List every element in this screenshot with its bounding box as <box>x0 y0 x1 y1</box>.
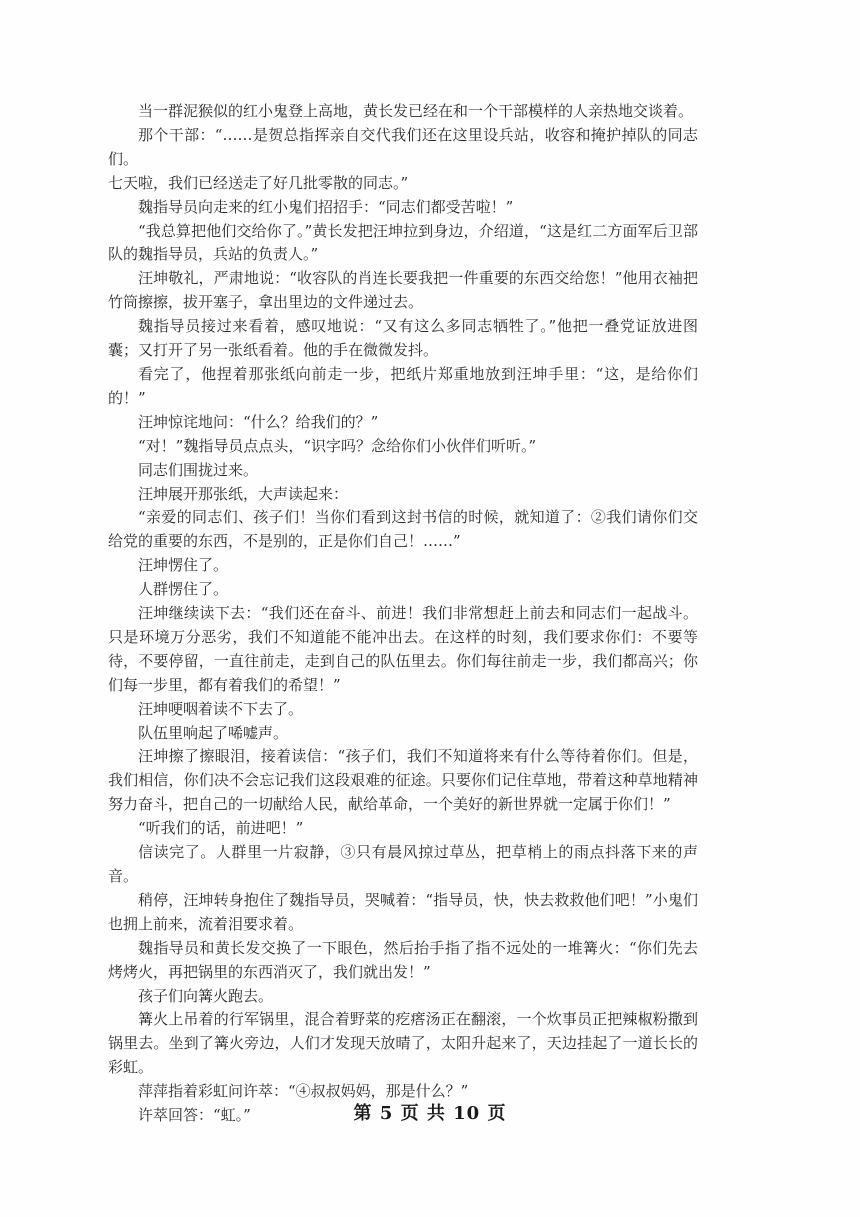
paragraph: 当一群泥猴似的红小鬼登上高地，黄长发已经在和一个干部模样的人亲热地交谈着。 <box>138 102 694 120</box>
page-number-footer: 第 5 页 共 10 页 <box>353 1103 507 1124</box>
paragraph: “亲爱的同志们、孩子们！当你们看到这封书信的时候，就知道了：②我们请你们交给党的重要的东西，不是别的，正是你们自己！……” <box>108 508 698 551</box>
paragraph: 汪坤敬礼，严肃地说：“收容队的肖连长要我把一件重要的东西交给您！”他用衣袖把竹筒擦擦，拔开塞子，拿出里边的文件递过去。 <box>108 269 698 312</box>
paragraph: “对！”魏指导员点点头，“识字吗？念给你们小伙伴们听听。” <box>138 436 537 455</box>
paragraph: 汪坤继续读下去：“我们还在奋斗、前进！我们非常想赶上前去和同志们一起战斗。只是环境万分恶劣，我们不知道能不能冲出去。在这样的时刻，我们要求你们：不要等待，不要停留，一直往前走，走到自己的队伍里去。你们每往前走一步，我们都高兴；你们每一步里，都有着我们的希望！” <box>108 604 698 694</box>
paragraph: 看完了，他捏着那张纸向前走一步，把纸片郑重地放到汪坤手里：“这，是给你们的！” <box>108 364 698 407</box>
paragraph: 篝火上吊着的行军锅里，混合着野菜的疙瘩汤正在翻滚，一个炊事员正把辣椒粉撒到锅里去。坐到了篝火旁边，人们才发现天放晴了，太阳升起来了，天边挂起了一道长长的彩虹。 <box>108 1010 698 1077</box>
paragraph: 魏指导员和黄长发交换了一下眼色，然后抬手指了指不远处的一堆篝火：“你们先去烤烤火，再把锅里的东西消灭了，我们就出发！” <box>108 938 698 981</box>
paragraph: 孩子们向篝火跑去。 <box>138 986 274 1005</box>
story-text <box>108 100 698 1128</box>
paragraph: 信读完了。人群里一片寂静，③只有晨风掠过草丛，把草梢上的雨点抖落下来的声音。 <box>108 843 698 885</box>
paragraph: 汪坤擦了擦眼泪，接着读信：“孩子们，我们不知道将来有什么等待着你们。但是，我们相信，你们决不会忘记我们这段艰难的征途。只要你们记住草地，带着这种草地精神努力奋斗，把自己的一切献给人民，献给革命，一个美好的新世界就一定属于你们！” <box>108 747 698 814</box>
paragraph: 魏指导员向走来的红小鬼们招招手：“同志们都受苦啦！” <box>138 197 514 216</box>
paragraph: 七天啦，我们已经送走了好几批零散的同志。” <box>108 173 409 192</box>
paragraph: 稍停，汪坤转身抱住了魏指导员，哭喊着：“指导员，快，快去救救他们吧！”小鬼们也拥上前来，流着泪要求着。 <box>108 890 698 933</box>
paragraph: 汪坤愣住了。 <box>138 556 229 575</box>
paragraph: “我总算把他们交给你了。”黄长发把汪坤拉到身边，介绍道，“这是红二方面军后卫部队的魏指导员，兵站的负责人。” <box>108 221 698 264</box>
paragraph: 汪坤哽咽着读不下去了。 <box>138 699 304 718</box>
paragraph: 那个干部：“……是贺总指挥亲自交代我们还在这里设兵站，收容和掩护掉队的同志们。 <box>108 125 698 168</box>
paragraph: 队伍里响起了唏嘘声。 <box>138 723 289 742</box>
paragraph: 许萃回答：“虹。” <box>138 1106 251 1125</box>
paragraph: “听我们的话，前进吧！” <box>138 819 304 838</box>
paragraph: 萍萍指着彩虹问许萃：“④叔叔妈妈，那是什么？” <box>138 1082 469 1101</box>
paragraph: 魏指导员接过来看着，感叹地说：“又有这么多同志牺牲了。”他把一叠党证放进图囊；又打开了另一张纸看着。他的手在微微发抖。 <box>108 317 698 360</box>
paragraph: 人群愣住了。 <box>138 580 229 599</box>
paragraph: 同志们围拢过来。 <box>138 460 259 479</box>
paragraph: 汪坤惊诧地问：“什么？给我们的？” <box>138 412 379 431</box>
paragraph: 汪坤展开那张纸，大声读起来： <box>138 484 349 503</box>
